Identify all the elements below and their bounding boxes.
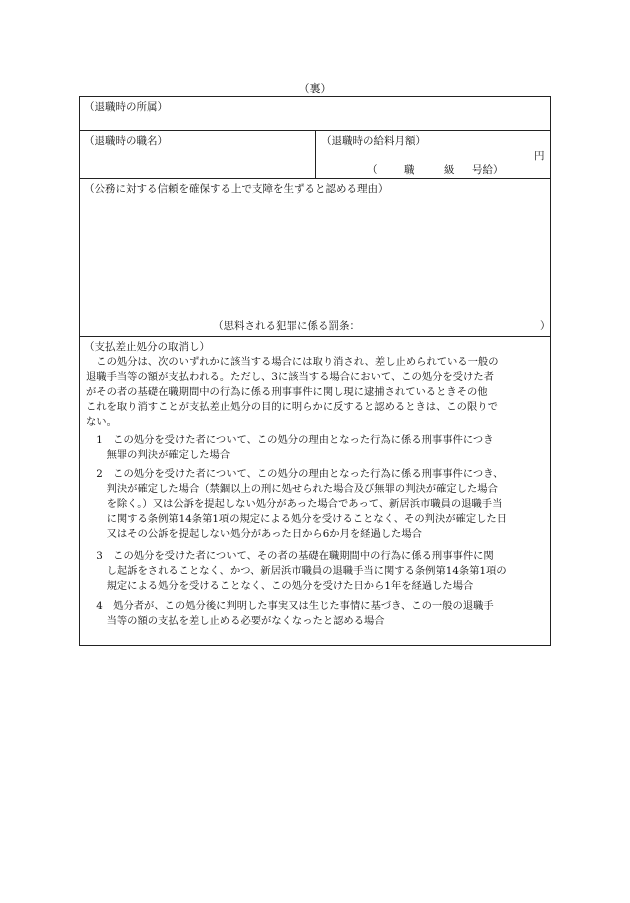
position-salary-row xyxy=(80,131,550,179)
affiliation-label: （退職時の所属） xyxy=(84,101,168,113)
revocation-intro xyxy=(86,355,544,430)
intro-line: この処分は、次のいずれかに該当する場合には取り消され、差し止められている一般の xyxy=(86,356,499,368)
reason-row xyxy=(80,179,550,337)
item-line: 当等の額の支払を差し止める必要がなくなったと認める場合 xyxy=(86,615,385,627)
item-line: 3 この処分を受けた者について、その者の基礎在職期間中の行為に係る刑事事件に関 xyxy=(86,550,494,562)
item-line: 4 処分者が、この処分後に判明した事実又は生じた事情に基づき、この一般の退職手 xyxy=(86,600,494,612)
grade-kyu: 級 xyxy=(444,164,455,176)
item-line: を除く。）又は公訴を提起しない処分があった場合であって、新居浜市職員の退職手当 xyxy=(86,498,503,510)
grade-shoku: 職 xyxy=(404,164,415,176)
penalty-clause-label: （思料される犯罪に係る罰条： xyxy=(213,320,360,332)
penalty-clause-close: ） xyxy=(540,320,551,332)
yen-unit: 円 xyxy=(534,150,545,162)
withholding-disposition-form xyxy=(79,96,551,646)
intro-line: がその者の基礎在職期間中の行為に係る刑事事件に関し現に逮捕されているときその他 xyxy=(86,386,488,398)
revocation-item-4 xyxy=(86,599,544,629)
item-line: し起訴をされることなく、かつ、新居浜市職員の退職手当に関する条例第14条第1項の xyxy=(86,565,507,577)
item-line: 2 この処分を受けた者について、この処分の理由となった行為に係る刑事事件につき、 xyxy=(86,468,504,480)
item-line: 判決が確定した場合（禁錮以上の刑に処せられた場合及び無罪の判決が確定した場合 xyxy=(86,483,498,495)
reason-label: （公務に対する信頼を確保する上で支障を生ずると認める理由） xyxy=(84,183,389,195)
column-divider xyxy=(315,131,316,178)
grade-paren-open: （ xyxy=(367,164,378,176)
revocation-item-1 xyxy=(86,433,544,463)
position-label: （退職時の職名） xyxy=(84,135,168,147)
item-line: 無罪の判決が確定した場合 xyxy=(86,449,231,461)
item-line: 又はその公訴を提起しない処分があった日から6か月を経過した場合 xyxy=(86,528,422,540)
item-line: に関する条例第14条第1項の規定による処分を受けることなく、その判決が確定した日 xyxy=(86,513,508,525)
revocation-item-2 xyxy=(86,467,544,542)
grade-gokyu: 号給） xyxy=(472,164,504,176)
intro-line: ない。 xyxy=(86,416,117,428)
item-line: 1 この処分を受けた者について、この処分の理由となった行為に係る刑事事件につき xyxy=(86,434,494,446)
salary-label: （退職時の給料月額） xyxy=(321,135,426,147)
revocation-item-3 xyxy=(86,549,544,594)
intro-line: これを取り消すことが支払差止処分の目的に明らかに反すると認めるときは、この限りで xyxy=(86,401,498,413)
page-side-label: （裏） xyxy=(298,82,332,95)
revocation-row xyxy=(80,337,550,645)
affiliation-row xyxy=(80,97,550,131)
revocation-title: （支払差止処分の取消し） xyxy=(84,341,210,353)
intro-line: 退職手当等の額が支払われる。ただし、3に該当する場合において、この処分を受けた者 xyxy=(86,371,494,383)
item-line: 規定による処分を受けることなく、この処分を受けた日から1年を経過した場合 xyxy=(86,580,474,592)
